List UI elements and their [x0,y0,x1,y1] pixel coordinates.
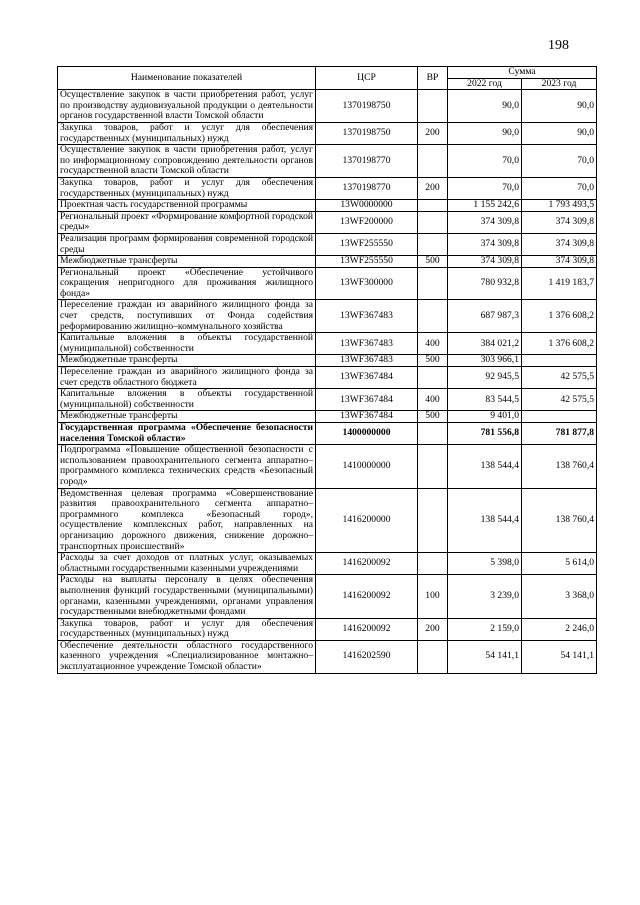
row-vr [418,267,448,300]
row-csr: 1416200092 [316,618,418,640]
row-2023: 374 309,8 [522,233,597,255]
row-2022: 90,0 [448,90,522,123]
header-name: Наименование показателей [58,67,316,90]
row-2023: 1 376 608,2 [522,333,597,355]
row-2023: 42 575,5 [522,367,597,389]
row-2023: 42 575,5 [522,389,597,411]
row-csr: 1370198770 [316,145,418,178]
header-vr: ВР [418,67,448,90]
row-2022: 9 401,0 [448,411,522,423]
row-csr: 1416200092 [316,575,418,618]
row-2023: 54 141,1 [522,640,597,673]
row-csr: 1416202590 [316,640,418,673]
row-csr: 1416200000 [316,488,418,553]
row-name: Реализация программ формирования современной городской среды [58,233,316,255]
row-csr: 13WF367484 [316,389,418,411]
row-2022: 70,0 [448,145,522,178]
row-vr [418,553,448,575]
row-2022: 3 239,0 [448,575,522,618]
row-vr: 200 [418,177,448,199]
table-row [58,211,597,233]
row-2023: 138 760,4 [522,445,597,488]
row-2022: 303 966,1 [448,355,522,367]
row-name: Закупка товаров, работ и услуг для обеспечения государственных (муниципальных) нужд [58,122,316,144]
row-csr: 13WF367483 [316,355,418,367]
row-name: Межбюджетные трансферты [58,411,316,423]
table-row [58,575,597,618]
header-2022: 2022 год [448,78,522,90]
row-csr: 13WF367484 [316,411,418,423]
row-vr [418,90,448,123]
table-row [58,411,597,423]
row-vr [418,445,448,488]
row-name: Проектная часть государственной программы [58,200,316,212]
row-2023: 781 877,8 [522,423,597,445]
row-2023: 374 309,8 [522,211,597,233]
row-2022: 138 544,4 [448,445,522,488]
row-2022: 70,0 [448,177,522,199]
row-name: Региональный проект «Формирование комфортной городской среды» [58,211,316,233]
row-2023: 138 760,4 [522,488,597,553]
row-vr [418,488,448,553]
row-2023: 3 368,0 [522,575,597,618]
table-row [58,233,597,255]
table-row [58,423,597,445]
budget-table [57,66,597,674]
row-csr: 13WF367484 [316,367,418,389]
row-name: Капитальные вложения в объекты государственной (муниципальной) собственности [58,333,316,355]
row-2022: 687 987,3 [448,300,522,333]
row-csr: 13WF255550 [316,233,418,255]
row-vr: 200 [418,122,448,144]
row-name: Межбюджетные трансферты [58,256,316,268]
row-csr: 13WF255550 [316,256,418,268]
row-csr: 1370198770 [316,177,418,199]
row-2023: 90,0 [522,122,597,144]
header-sum: Сумма [448,67,597,79]
row-name: Переселение граждан из аварийного жилищного фонда за счет средств областного бюджета [58,367,316,389]
row-2023: 1 419 183,7 [522,267,597,300]
row-name: Региональный проект «Обеспечение устойчивого сокращения непригодного для проживания жилищного фонда» [58,267,316,300]
table-row [58,267,597,300]
row-2023: 374 309,8 [522,256,597,268]
row-2022: 2 159,0 [448,618,522,640]
table-row [58,200,597,212]
table-row [58,445,597,488]
table-row [58,300,597,333]
row-2023: 1 376 608,2 [522,300,597,333]
row-2023 [522,411,597,423]
row-csr: 1410000000 [316,445,418,488]
row-vr: 500 [418,256,448,268]
row-name: Межбюджетные трансферты [58,355,316,367]
row-csr: 13WF300000 [316,267,418,300]
row-csr: 13WF367483 [316,333,418,355]
table-body [58,90,597,673]
table-row [58,367,597,389]
row-vr: 200 [418,618,448,640]
row-2023: 5 614,0 [522,553,597,575]
row-2022: 1 155 242,6 [448,200,522,212]
row-vr: 500 [418,355,448,367]
page-number: 198 [548,38,569,53]
table-row [58,122,597,144]
row-name: Осуществление закупок в части приобретения работ, услуг по производству аудиовизуальной продукции о деятельности органов государственной власти Томской области [58,90,316,123]
row-vr: 100 [418,575,448,618]
row-2023: 70,0 [522,145,597,178]
row-2023: 1 793 493,5 [522,200,597,212]
row-2022: 374 309,8 [448,211,522,233]
row-vr [418,200,448,212]
row-csr: 1416200092 [316,553,418,575]
row-name: Закупка товаров, работ и услуг для обеспечения государственных (муниципальных) нужд [58,618,316,640]
row-2022: 5 398,0 [448,553,522,575]
row-2022: 92 945,5 [448,367,522,389]
table-row [58,640,597,673]
row-name: Осуществление закупок в части приобретения работ, услуг по информационному сопровождению деятельности органов государственной власти Томской области [58,145,316,178]
row-name: Капитальные вложения в объекты государственной (муниципальной) собственности [58,389,316,411]
row-csr: 13WF200000 [316,211,418,233]
row-name: Обеспечение деятельности областного государственного казенного учреждения «Специализированное монтажно–эксплуатационное учреждение Томской области» [58,640,316,673]
row-2022: 374 309,8 [448,233,522,255]
row-vr [418,211,448,233]
row-2023: 70,0 [522,177,597,199]
row-name: Государственная программа «Обеспечение безопасности населения Томской области» [58,423,316,445]
row-vr [418,300,448,333]
row-2022: 781 556,8 [448,423,522,445]
row-2022: 384 021,2 [448,333,522,355]
row-vr [418,423,448,445]
row-2022: 780 932,8 [448,267,522,300]
table-row [58,177,597,199]
header-2023: 2023 год [522,78,597,90]
table-row [58,256,597,268]
row-csr: 13W0000000 [316,200,418,212]
table-row [58,333,597,355]
row-vr [418,145,448,178]
table-row [58,145,597,178]
row-2022: 374 309,8 [448,256,522,268]
row-name: Расходы за счет доходов от платных услуг, оказываемых областными государственными казенными учреждениями [58,553,316,575]
row-2022: 90,0 [448,122,522,144]
row-2023: 2 246,0 [522,618,597,640]
row-csr: 1370198750 [316,90,418,123]
row-vr [418,233,448,255]
table-row [58,355,597,367]
table-row [58,618,597,640]
row-vr: 400 [418,333,448,355]
table-header [58,67,597,90]
row-2022: 54 141,1 [448,640,522,673]
row-vr: 400 [418,389,448,411]
row-2023 [522,355,597,367]
row-vr [418,367,448,389]
table-row [58,389,597,411]
row-name: Закупка товаров, работ и услуг для обеспечения государственных (муниципальных) нужд [58,177,316,199]
row-2022: 138 544,4 [448,488,522,553]
row-csr: 1400000000 [316,423,418,445]
row-csr: 13WF367483 [316,300,418,333]
table-row [58,553,597,575]
table-row [58,488,597,553]
row-csr: 1370198750 [316,122,418,144]
row-name: Переселение граждан из аварийного жилищного фонда за счет средств, поступивших от Фонда содействия реформированию жилищно–коммунального хозяйства [58,300,316,333]
row-2023: 90,0 [522,90,597,123]
row-name: Подпрограмма «Повышение общественной безопасности с использованием правоохранительного сегмента аппаратно–программного комплекса технических средств «Безопасный город» [58,445,316,488]
header-csr: ЦСР [316,67,418,90]
table-row [58,90,597,123]
row-name: Ведомственная целевая программа «Совершенствование развития правоохранительного сегмента аппаратно–программного комплекса «Безопасный город», осуществление комплексных работ, направленных на организацию дорожного движения, снижение дорожно–транспортных происшествий» [58,488,316,553]
row-vr [418,640,448,673]
row-name: Расходы на выплаты персоналу в целях обеспечения выполнения функций государственными (муниципальными) органами, казенными учреждениями, органами управления государственными внебюджетными фондами [58,575,316,618]
row-vr: 500 [418,411,448,423]
row-2022: 83 544,5 [448,389,522,411]
